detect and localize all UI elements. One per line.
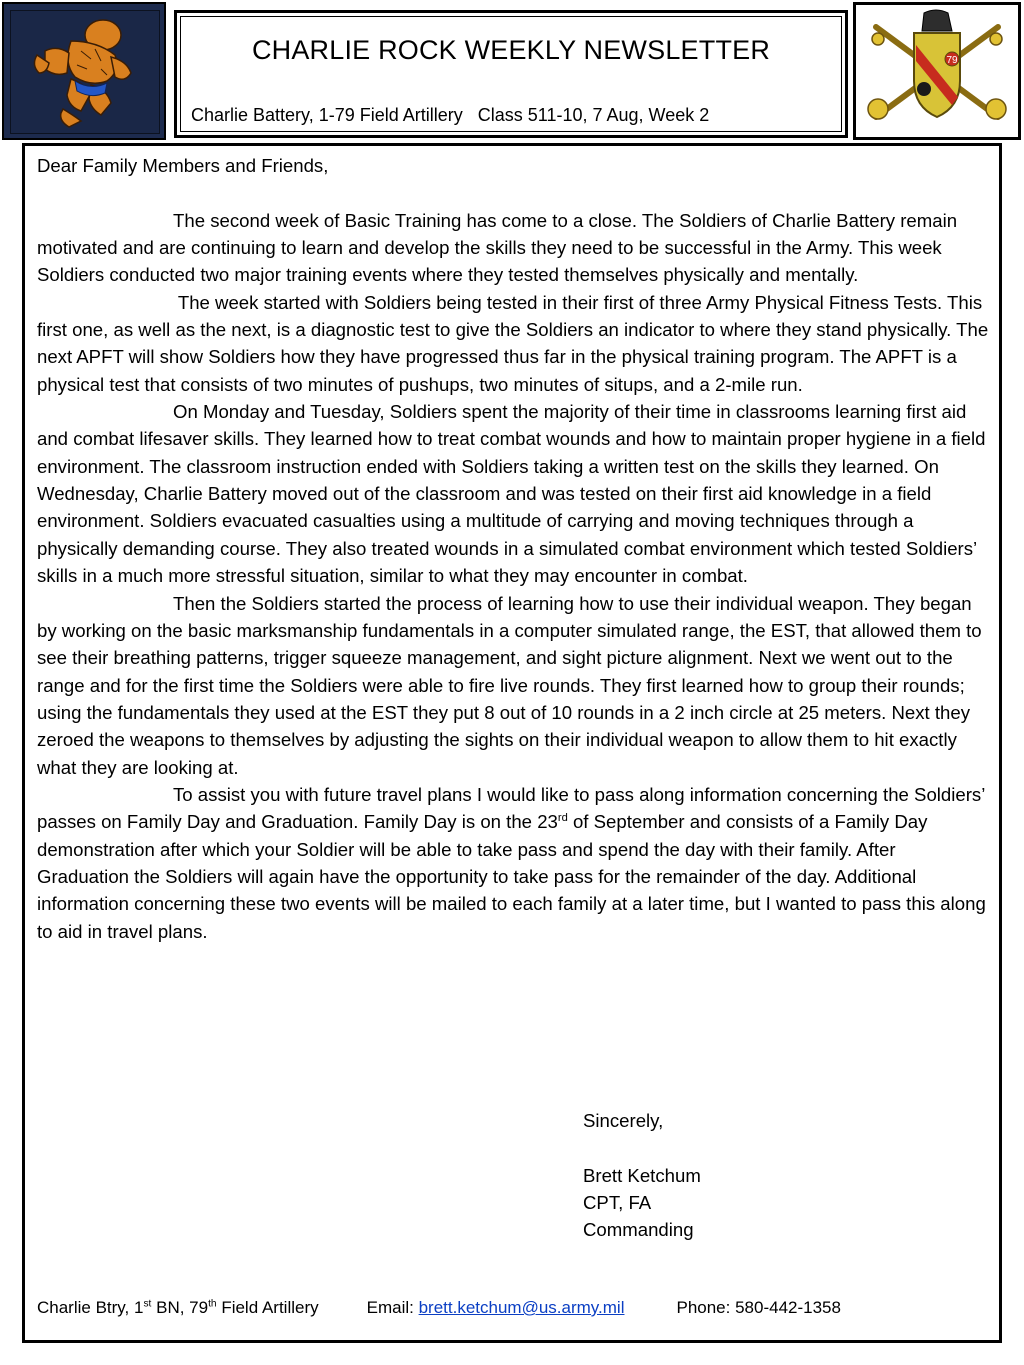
footer-unit: Charlie Btry, 1st BN, 79th Field Artillery: [37, 1298, 319, 1317]
left-logo: [2, 2, 166, 140]
newsletter-title: CHARLIE ROCK WEEKLY NEWSLETTER: [251, 35, 771, 65]
newsletter-subtitle: Charlie Battery, 1-79 Field Artillery Class 511-10, 7 Aug, Week 2: [191, 105, 710, 125]
footer-email-label: Email:: [366, 1298, 419, 1317]
signature-role: Commanding: [583, 1219, 694, 1241]
header-panel: [174, 10, 848, 138]
signature-closing: Sincerely,: [583, 1110, 664, 1131]
letter-paragraph-5: To assist you with future travel plans I would like to pass along information concerning the Soldiers’ passes on Family Day and Graduation. Family Day is on the 23rd of September and consists of a Family Day demonstration after which your Soldier will be able to take pass and spend the day with their family. After Graduation the Soldiers will again have the opportunity to take pass for the remainder of the day. Additional information concerning these two events will be mailed to each family at a later time, but I wanted to pass this along to aid in travel plans.: [37, 783, 986, 942]
footer: [37, 1298, 987, 1318]
fist-hero-icon: [11, 11, 159, 133]
letter-body: [37, 152, 992, 945]
crest-number: 79: [946, 55, 958, 66]
letter-paragraph-3: On Monday and Tuesday, Soldiers spent the majority of their time in classrooms learning first aid and combat lifesaver skills. They learned how to treat combat wounds and how to maintain proper hygiene in a field environment. The classroom instruction ended with Soldiers taking a written test on the skills they learned. On Wednesday, Charlie Battery moved out of the classroom and was tested on their first aid knowledge in a field environment. Soldiers evacuated casualties using a multitude of carrying and moving techniques through a physically demanding course. They also treated wounds in a simulated combat environment which tested Soldiers’ skills in a much more stressful situation, similar to what they may encounter in combat.: [37, 401, 986, 587]
signature-block: [583, 1107, 701, 1244]
signature-name: Brett Ketchum: [583, 1164, 701, 1186]
email-link[interactable]: brett.ketchum@us.army.mil: [418, 1298, 625, 1317]
letter-paragraph-1: The second week of Basic Training has come to a close. The Soldiers of Charlie Battery remain motivated and are continuing to learn and develop the skills they need to be successful in the Army. This week Soldiers conducted two major training events where they tested themselves physically and mentally.: [37, 209, 958, 286]
footer-phone: Phone: 580-442-1358: [676, 1298, 841, 1317]
battery-crest-icon: [856, 5, 1018, 137]
letter-greeting: Dear Family Members and Friends,: [37, 155, 329, 176]
letter-paragraph-2: The week started with Soldiers being tested in their first of three Army Physical Fitness Tests. This first one, as well as the next, is a diagnostic test to give the Soldiers an indicator to where they stand physically. The next APFT will show Soldiers how they have progressed thus far in the physical training program. The APFT is a physical test that consists of two minutes of pushups, two minutes of situps, and a 2-mile run.: [37, 291, 989, 395]
right-logo: [853, 2, 1021, 140]
letter-paragraph-4: Then the Soldiers started the process of learning how to use their individual weapon. They began by working on the basic marksmanship fundamentals in a computer simulated range, the EST, that allowed them to see their breathing patterns, trigger squeeze management, and sight picture alignment. Next we went out to the range and for the first time the Soldiers were able to fire live rounds. They first learned how to group their rounds; using the fundamentals they used at the EST they put 8 out of 10 rounds in a 2 inch circle at 25 meters. Next they zeroed the weapons to themselves by adjusting the sights on their individual weapon to allow them to hit exactly what they are looking at.: [37, 592, 982, 778]
signature-rank: CPT, FA: [583, 1192, 652, 1214]
